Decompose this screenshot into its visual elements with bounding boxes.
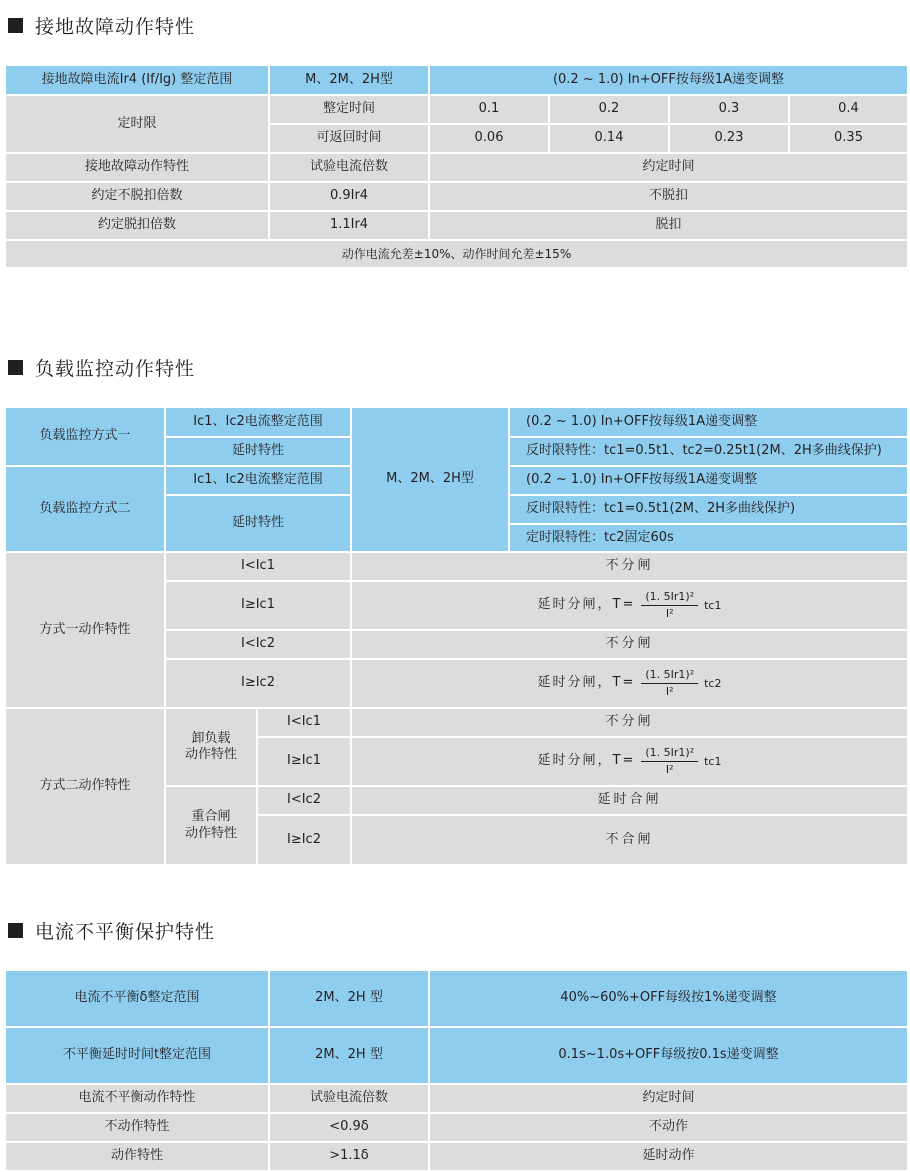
section3-heading (8, 917, 215, 944)
imbalance-range-label: 电流不平衡δ整定范围 (6, 971, 268, 1026)
condition-lt-ic1: I<Ic1 (258, 709, 350, 736)
unload-action-label: 卸负载 动作特性 (166, 709, 256, 785)
non-action-label: 不动作特性 (6, 1114, 268, 1141)
action-label: 动作特性 (6, 1143, 268, 1170)
result-no-open: 不分闸 (352, 631, 907, 658)
imbalance-delay-model: 2M、2H 型 (270, 1028, 428, 1083)
result-no-open: 不分闸 (352, 709, 907, 736)
formula-denominator: I² (665, 607, 674, 620)
tolerance-note: 动作电流允差±10%、动作时间允差±15% (6, 241, 907, 267)
imbalance-range-model: 2M、2H 型 (270, 971, 428, 1026)
formula-denominator: I² (665, 763, 674, 776)
condition-ge-ic2: I≥Ic2 (166, 660, 350, 707)
return-time-value: 0.23 (670, 125, 788, 152)
mode1-ic-range: Ic1、Ic2电流整定范围 (166, 408, 350, 436)
condition-lt-ic2: I<Ic2 (258, 787, 350, 814)
imbalance-test-multiple: 试验电流倍数 (270, 1085, 428, 1112)
delay-open-formula (352, 660, 907, 707)
return-time-value: 0.14 (550, 125, 668, 152)
section2-heading (8, 354, 195, 381)
mode1-inverse-time: 反时限特性：tc1=0.5t1、tc2=0.25t1(2M、2H多曲线保护) (510, 438, 907, 465)
mode1-action-label: 方式一动作特性 (6, 553, 164, 707)
mode2-delay: 延时特性 (166, 496, 350, 551)
return-time-label: 可返回时间 (270, 125, 428, 152)
square-bullet-icon (8, 923, 23, 938)
delay-open-formula (352, 582, 907, 629)
imbalance-delay-value: 0.1s~1.0s+OFF每级按0.1s递变调整 (430, 1028, 907, 1083)
non-action-result: 不动作 (430, 1114, 907, 1141)
imbalance-table (6, 971, 907, 1170)
mode1-delay: 延时特性 (166, 438, 350, 465)
trip-multiple-value: 1.1Ir4 (270, 212, 428, 239)
condition-ge-ic2: I≥Ic2 (258, 816, 350, 864)
section3-title: 电流不平衡保护特性 (35, 921, 216, 943)
result-delay-close: 延时合闸 (352, 787, 907, 814)
formula-tc: tc1 (704, 754, 722, 768)
square-bullet-icon (8, 18, 23, 33)
mode2-definite-time: 定时限特性：tc2固定60s (510, 525, 907, 551)
non-trip-multiple-value: 0.9Ir4 (270, 183, 428, 210)
ground-fault-action-label: 接地故障动作特性 (6, 154, 268, 181)
formula-tc: tc2 (704, 676, 722, 690)
condition-lt-ic2: I<Ic2 (166, 631, 350, 658)
condition-ge-ic1: I≥Ic1 (258, 738, 350, 785)
formula-numerator: (1. 5Ir1)² (641, 590, 698, 606)
trip-multiple-label: 约定脱扣倍数 (6, 212, 268, 239)
return-time-value: 0.35 (790, 125, 907, 152)
agreed-time: 约定时间 (430, 154, 907, 181)
delay-open-text: 延时分闸，T= (537, 675, 636, 691)
mode2-ic-range: Ic1、Ic2电流整定范围 (166, 467, 350, 494)
load-monitor-model: M、2M、2H型 (352, 408, 508, 551)
formula-fraction (641, 746, 698, 777)
delay-open-text: 延时分闸，T= (537, 597, 636, 613)
non-trip-multiple-label: 约定不脱扣倍数 (6, 183, 268, 210)
section1-title: 接地故障动作特性 (35, 16, 196, 38)
return-time-value: 0.06 (430, 125, 548, 152)
ground-fault-range-label: 接地故障电流Ir4 (If/Ig) 整定范围 (6, 66, 268, 94)
test-current-multiple: 试验电流倍数 (270, 154, 428, 181)
mode2-range-value: (0.2 ~ 1.0) In+OFF按每级1A递变调整 (510, 467, 907, 494)
reclose-action-label: 重合闸 动作特性 (166, 787, 256, 864)
imbalance-action-label: 电流不平衡动作特性 (6, 1085, 268, 1112)
condition-ge-ic1: I≥Ic1 (166, 582, 350, 629)
load-monitor-table (6, 408, 907, 864)
action-result: 延时动作 (430, 1143, 907, 1170)
mode1-label: 负载监控方式一 (6, 408, 164, 465)
ground-fault-table (6, 66, 907, 266)
mode2-action-label: 方式二动作特性 (6, 709, 164, 864)
result-no-open: 不分闸 (352, 553, 907, 580)
setting-time-value: 0.2 (550, 96, 668, 123)
action-threshold: >1.1δ (270, 1143, 428, 1170)
ground-fault-model: M、2M、2H型 (270, 66, 428, 94)
definite-time-label: 定时限 (6, 96, 268, 152)
trip-result: 脱扣 (430, 212, 907, 239)
formula-numerator: (1. 5Ir1)² (641, 746, 698, 762)
delay-open-formula (352, 738, 907, 785)
imbalance-agreed-time: 约定时间 (430, 1085, 907, 1112)
formula-denominator: I² (665, 685, 674, 698)
mode1-range-value: (0.2 ~ 1.0) In+OFF按每级1A递变调整 (510, 408, 907, 436)
formula-tc: tc1 (704, 598, 722, 612)
imbalance-range-value: 40%~60%+OFF每级按1%递变调整 (430, 971, 907, 1026)
formula-fraction (641, 590, 698, 621)
setting-time-value: 0.3 (670, 96, 788, 123)
section1-heading (8, 12, 195, 39)
setting-time-value: 0.4 (790, 96, 907, 123)
ground-fault-range-value: (0.2 ~ 1.0) In+OFF按每级1A递变调整 (430, 66, 907, 94)
imbalance-delay-label: 不平衡延时时间t整定范围 (6, 1028, 268, 1083)
square-bullet-icon (8, 360, 23, 375)
non-action-threshold: <0.9δ (270, 1114, 428, 1141)
setting-time-value: 0.1 (430, 96, 548, 123)
non-trip-result: 不脱扣 (430, 183, 907, 210)
delay-open-text: 延时分闸，T= (537, 753, 636, 769)
formula-numerator: (1. 5Ir1)² (641, 668, 698, 684)
setting-time-label: 整定时间 (270, 96, 428, 123)
mode2-inverse-time: 反时限特性：tc1=0.5t1(2M、2H多曲线保护) (510, 496, 907, 523)
formula-fraction (641, 668, 698, 699)
condition-lt-ic1: I<Ic1 (166, 553, 350, 580)
mode2-label: 负载监控方式二 (6, 467, 164, 551)
section2-title: 负载监控动作特性 (35, 358, 196, 380)
result-no-close: 不合闸 (352, 816, 907, 864)
